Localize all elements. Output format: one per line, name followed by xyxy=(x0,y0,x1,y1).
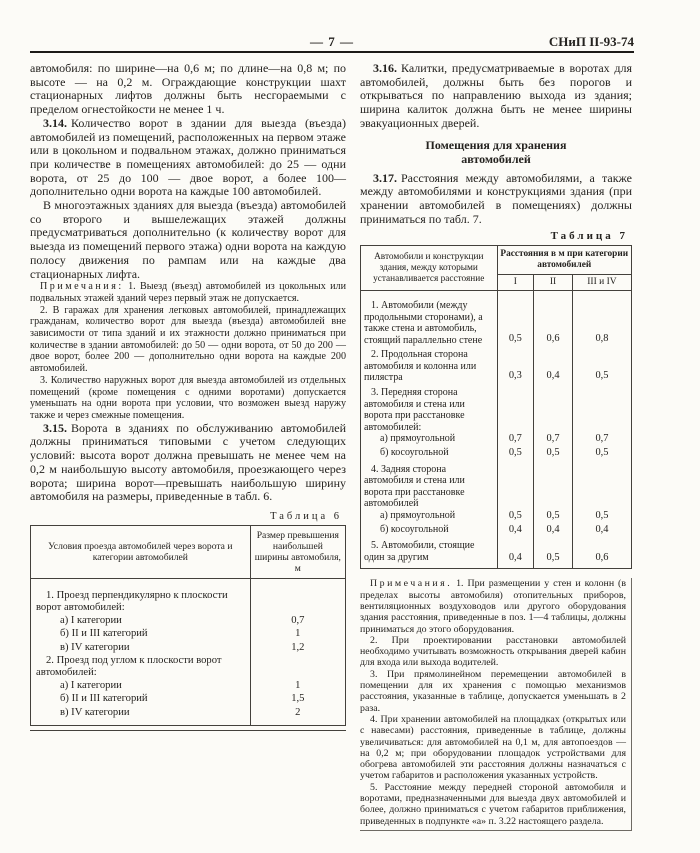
note-2: 2. В гаражах для хранения легковых автомобилей, принадлежащих гражданам, количество ворот для выезда (въезда) автомобилей вне зависимости от типа зданий и их этажности должно приниматься при количестве в здании автомобилей: до 50 — одни ворота, от 50 до 200 — двое ворот, более 200 — дополнительно одни ворота на каждые 200 автомобилей. xyxy=(30,304,346,375)
row-value xyxy=(572,384,631,433)
clause-3-17 xyxy=(360,172,632,227)
table-row xyxy=(361,384,632,433)
paragraph-carryover: автомобиля: по ширине—на 0,6 м; по длине—на 0,8 м; по высоте — на 0,2 м. Ограждающие конструкции шахт стационарных лифтов должны быть несгораемыми с пределом огнестойкости не менее 1 ч. xyxy=(30,61,346,117)
clause-3-14 xyxy=(30,117,346,199)
table-row xyxy=(361,510,632,524)
row-value: 0,5 xyxy=(534,510,573,524)
row-value: 0,3 xyxy=(497,346,534,384)
row-label: б) II и III категорий xyxy=(60,693,148,705)
row-value: 0,4 xyxy=(497,537,534,569)
notes-label: Примечания: xyxy=(40,281,124,293)
row-value: 0,7 xyxy=(497,433,534,447)
table-row xyxy=(361,524,632,538)
row-value xyxy=(534,461,573,510)
note-4: 4. При хранении автомобилей на площадках (открытых или с навесами) расстояния, приведенные в таблице, должны увеличиваться: для автомобилей на 0,1 м, для автопоездов — на 0,2 м; при оборудовании площадок устройствами для обогрева автомобилей эти расстояния должны назначаться с учетом габаритов и расположения указанных устройств. xyxy=(360,713,626,782)
row-value: 0,5 xyxy=(572,447,631,461)
table7-caption: Таблица 7 xyxy=(550,230,628,243)
row-value: 0,4 xyxy=(572,524,631,538)
table7-stub-header: Автомобили и конструкции здания, между которыми устанавливается расстояние xyxy=(361,246,498,291)
table-row xyxy=(31,578,346,614)
row-value: 0,5 xyxy=(497,447,534,461)
row-label: 1. Проезд перпендикулярно к плоскости ворот автомобилей: xyxy=(36,589,228,614)
table-row xyxy=(31,693,346,706)
table-row xyxy=(31,615,346,628)
clause-text: Расстояния между автомобилями, а также между автомобилями и конструкциями здания (при хранении автомобилей в помещениях) должны приниматься по табл. 7. xyxy=(360,170,632,226)
notes-block xyxy=(360,578,626,634)
row-value: 0,5 xyxy=(534,537,573,569)
note-3: 3. При прямолинейном перемещении автомобилей в помещении для их хранения с помощью механизмов расстояния, указанные в таблице, допускается уменьшать в 2 раза. xyxy=(360,668,626,714)
page-number: — 7 — xyxy=(310,34,354,49)
clause-number: 3.16. xyxy=(373,61,397,75)
row-value: 0,5 xyxy=(497,510,534,524)
row-value xyxy=(497,384,534,433)
row-value: 0,6 xyxy=(534,290,573,346)
row-label: а) I категории xyxy=(60,679,122,691)
table6-bottom-rule xyxy=(30,730,346,731)
category-header: II xyxy=(534,274,573,290)
row-label: 2. Проезд под углом к плоскости ворот автомобилей: xyxy=(36,654,222,679)
row-value: 0,6 xyxy=(572,537,631,569)
row-value: 0,4 xyxy=(534,524,573,538)
row-label: 4. Задняя сторона автомобиля и стена или ворота при расстановке автомобилей xyxy=(364,463,465,510)
table7-notes xyxy=(360,578,632,831)
table-row xyxy=(361,433,632,447)
table-row xyxy=(361,461,632,510)
note-2: 2. При проектировании расстановки автомобилей необходимо учитывать возможность открывания дверей кабин для входа или выхода водителей. xyxy=(360,634,626,669)
row-value: 0,7 xyxy=(250,615,345,628)
table6 xyxy=(30,525,346,726)
clause-number: 3.17. xyxy=(373,170,397,185)
clause-3-16 xyxy=(360,62,632,131)
clause-3-15 xyxy=(30,422,346,504)
row-value: 0,4 xyxy=(497,524,534,538)
note-5: 5. Расстояние между передней стороной автомобиля и воротами, предназначенными для выезда двух автомобилей и более, должно приниматься с учетом габаритов приближения, приведенных в подпункте «а» п. 3.22 настоящего раздела. xyxy=(360,781,626,827)
section-heading-line: автомобилей xyxy=(461,152,531,167)
table-row xyxy=(31,655,346,680)
table-row xyxy=(361,346,632,384)
notes-block xyxy=(30,281,346,304)
row-label: а) прямоугольной xyxy=(380,510,456,522)
row-value: 0,7 xyxy=(534,433,573,447)
two-column-layout xyxy=(30,62,634,831)
table7 xyxy=(360,245,632,569)
table7-header-row xyxy=(361,246,632,275)
table-row xyxy=(31,707,346,726)
row-value: 2 xyxy=(250,707,345,726)
row-value xyxy=(534,384,573,433)
row-value: 1,2 xyxy=(250,642,345,655)
table-row xyxy=(31,642,346,655)
category-header: III и IV xyxy=(572,274,631,290)
row-value: 1,5 xyxy=(250,693,345,706)
row-label: в) IV категории xyxy=(60,641,130,653)
row-label: б) косоугольной xyxy=(380,447,449,459)
table6-caption: Таблица 6 xyxy=(270,510,342,522)
note-text: 1. Выезд (въезд) автомобилей из цокольных или подвальных этажей зданий через первый этаж не допускается. xyxy=(30,281,346,304)
row-label: б) II и III категорий xyxy=(60,628,148,640)
row-label: а) I категории xyxy=(60,614,122,626)
row-value: 0,5 xyxy=(497,290,534,346)
row-value: 0,5 xyxy=(572,510,631,524)
clause-text: Ворота в зданиях по обслуживанию автомобилей должны приниматься типовыми с учетом следующих условий: высота ворот должна превышать не менее чем на 0,2 м наибольшую высоту автомобиля, проезжающего через ворота; ширина ворот—превышать наибольшую ширину автомобиля на размеры, приведенные в табл. 6. xyxy=(30,420,346,504)
right-column xyxy=(360,62,632,831)
row-label: 2. Продольная сторона автомобиля и колонна или пилястра xyxy=(364,349,477,384)
doc-code: СНиП II-93-74 xyxy=(548,34,634,49)
table6-col2-header: Размер превышения наибольшей ширины автомобиля, м xyxy=(250,525,345,578)
clause-number: 3.15. xyxy=(43,420,67,435)
row-label: б) косоугольной xyxy=(380,523,449,535)
row-label: а) прямоугольной xyxy=(380,433,456,445)
row-value: 1 xyxy=(250,680,345,693)
row-value xyxy=(250,655,345,680)
row-value: 0,7 xyxy=(572,433,631,447)
row-value xyxy=(497,461,534,510)
note-text: 1. При размещении у стен и колонн (в пределах высоты автомобиля) отопительных приборов, вентиляционных воздуховодов или другого оборудования здания расстояния, приведенные в поз. 1—4 таблицы, должны приниматься до этого оборудования. xyxy=(360,578,626,635)
table-row xyxy=(31,680,346,693)
row-value: 0,8 xyxy=(572,290,631,346)
row-value xyxy=(250,578,345,614)
table7-span-header: Расстояния в м при категории автомобилей xyxy=(497,246,631,275)
table-row xyxy=(361,537,632,569)
row-label: в) IV категории xyxy=(60,706,130,718)
section-heading xyxy=(360,138,632,167)
table6-header-row xyxy=(31,525,346,578)
row-value: 0,5 xyxy=(534,447,573,461)
clause-text: Количество ворот в здании для выезда (въезда) автомобилей из помещений, расположенных на первом этаже или в цокольном и подвальном этажах, должно приниматься при количестве в помещениях автомобилей: до 25 — одни ворота, от 25 до 100 — двое ворот, а более 100—дополнительно одни ворота на каждые 100 автомобилей. xyxy=(30,115,346,199)
category-header: I xyxy=(497,274,534,290)
note-3: 3. Количество наружных ворот для выезда автомобилей из отдельных помещений (кроме помещения с одними воротами) допускается уменьшать на одни ворота при условии, что возможен выезд наружу также и через смежные помещения. xyxy=(30,374,346,421)
row-label: 3. Передняя сторона автомобиля и стена или ворота при расстановке автомобилей: xyxy=(364,387,465,433)
table-row xyxy=(361,290,632,346)
row-value xyxy=(572,461,631,510)
row-value: 1 xyxy=(250,628,345,641)
section-heading-line: Помещения для хранения xyxy=(425,137,567,152)
clause-text: Калитки, предусматриваемые в воротах для автомобилей, должны быть без порогов и открываться по направлению выхода из здания; ширина калиток должна быть не менее ширины эвакуационных дверей. xyxy=(360,61,632,130)
row-value: 0,5 xyxy=(572,346,631,384)
row-label: 5. Автомобили, стоящие один за другим xyxy=(364,540,475,563)
clause-number: 3.14. xyxy=(43,115,67,130)
left-column xyxy=(30,62,346,731)
table-row xyxy=(361,447,632,461)
table-row xyxy=(31,628,346,641)
paragraph-multistorey: В многоэтажных зданиях для выезда (въезда) автомобилей со второго и вышележащих этажей должны предусматриваться дополнительно (к количеству ворот для выезда из помещений первого этажа) одни ворота на каждую полосу движения по рампам или на каждые два стационарных лифта. xyxy=(30,198,346,281)
table6-col1-header: Условия проезда автомобилей через ворота и категории автомобилей xyxy=(31,525,251,578)
page-header xyxy=(30,34,634,53)
notes-label: Примечания. xyxy=(370,578,453,590)
row-value: 0,4 xyxy=(534,346,573,384)
row-label: 1. Автомобили (между продольными сторонами), а также стена и автомобиль, стоящий параллельно стене xyxy=(364,299,483,346)
